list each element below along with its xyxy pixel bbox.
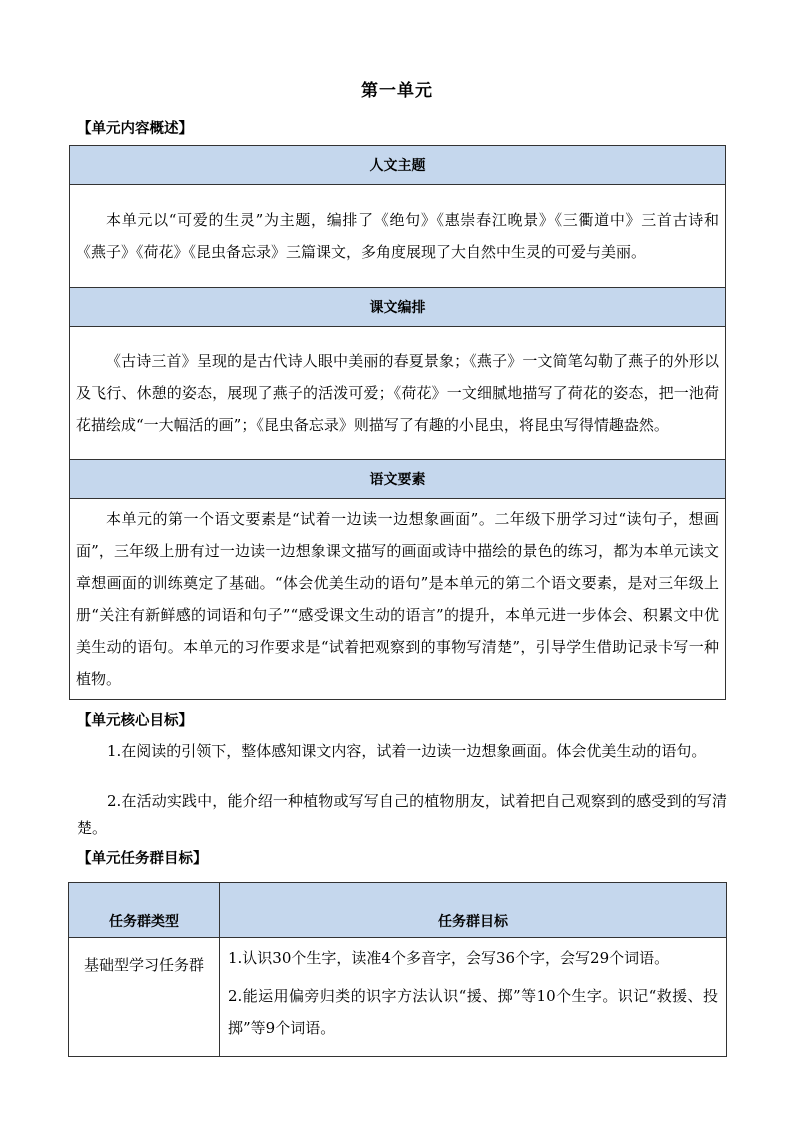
core-goal-2: 2.在活动实践中，能介绍一种植物或写写自己的植物朋友，试着把自己观察到的感受到的写清楚。	[77, 792, 727, 837]
core-goals-heading: 【单元核心目标】	[77, 713, 193, 729]
section-text-elements: 本单元的第一个语文要素是“试着一边读一边想象画面”。二年级下册学习过“读句子，想画面”，三年级上册有过一边读一边想象课文描写的画面或诗中描绘的景色的练习，都为本单元读文章想画面的训练奠定了基础。“体会优美生动的语句”是本单元的第二个语文要素，是对三年级上册“关注有新鲜感的词语和句子”“感受课文生动的语言”的提升，本单元进一步体会、积累文中优美生动的语句。本单元的习作要求是“试着把观察到的事物写清楚”，引导学生借助记录卡写一种植物。	[70, 499, 726, 700]
section-header-theme: 人文主题	[70, 146, 726, 185]
section-header-elements: 语文要素	[70, 460, 726, 499]
section-header-arrangement: 课文编排	[70, 288, 726, 327]
section-text-theme: 本单元以“可爱的生灵”为主题，编排了《绝句》《惠崇春江晚景》《三衢道中》三首古诗和《燕子》《荷花》《昆虫备忘录》三篇课文，多角度展现了大自然中生灵的可爱与美丽。	[70, 185, 726, 288]
task-goal-cell	[220, 938, 727, 1057]
core-goal-1: 1.在阅读的引领下，整体感知课文内容，试着一边读一边想象画面。体会优美生动的语句。	[107, 742, 707, 760]
task-goals-heading: 【单元任务群目标】	[77, 851, 208, 867]
overview-table	[69, 145, 726, 700]
overview-heading: 【单元内容概述】	[77, 121, 193, 137]
column-header-type: 任务群类型	[69, 883, 220, 938]
page-title: 第一单元	[361, 81, 433, 101]
task-goal-item: 2.能运用偏旁归类的识字方法认识“援、掷”等10个生字。识记“救援、投掷”等9个词语。	[228, 987, 718, 1037]
column-header-goal: 任务群目标	[220, 883, 727, 938]
section-text-arrangement: 《古诗三首》呈现的是古代诗人眼中美丽的春夏景象；《燕子》一文简笔勾勒了燕子的外形以及飞行、休憩的姿态，展现了燕子的活泼可爱；《荷花》一文细腻地描写了荷花的姿态，把一池荷花描绘成“一大幅活的画”；《昆虫备忘录》则描写了有趣的小昆虫，将昆虫写得情趣盎然。	[70, 327, 726, 460]
task-goal-item: 1.认识30个生字，读准4个多音字，会写36个字，会写29个词语。	[228, 949, 670, 967]
task-group-table	[68, 882, 727, 1057]
table-row	[69, 938, 727, 1057]
task-type-cell: 基础型学习任务群	[69, 938, 220, 1057]
